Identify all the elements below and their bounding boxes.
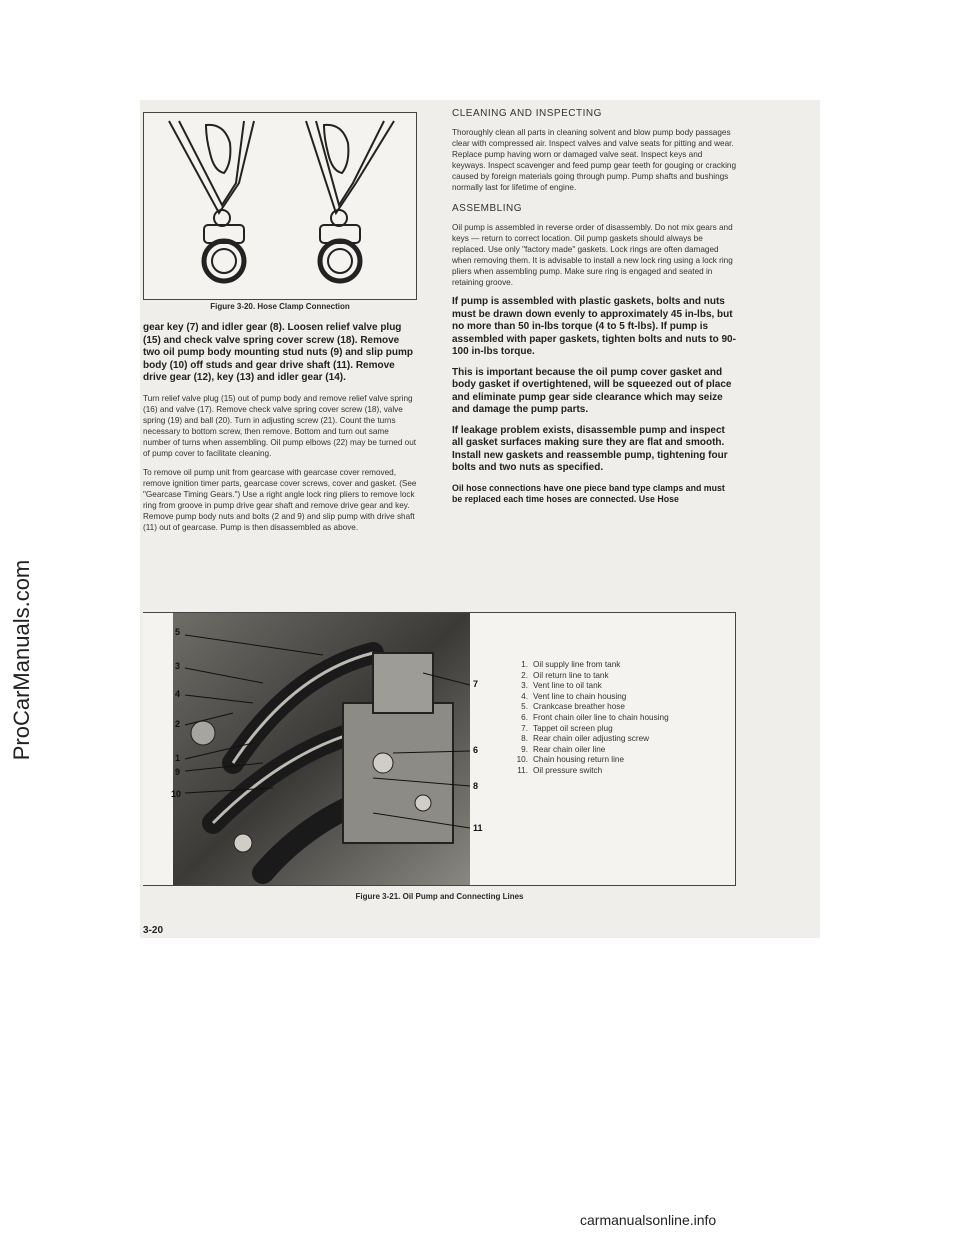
callout-7: 7 (473, 679, 479, 689)
figure-3-21-legend (512, 660, 717, 777)
legend-item: 2. Oil return line to tank (521, 670, 609, 680)
callout-3: 3 (175, 661, 181, 671)
callout-10: 10 (171, 789, 182, 799)
legend-item: 8. Rear chain oiler adjusting screw (521, 734, 650, 744)
callout-6: 6 (473, 745, 479, 755)
footer-watermark: carmanualsonline.info (580, 1212, 717, 1228)
legend-item: 6. Front chain oiler line to chain housing (521, 712, 669, 722)
right-bold-paragraph-2: This is important because the oil pump cover gasket and body gasket if overtightened, will be squeezed out of place and eliminate pump gear side clearance which may seize and damage the pump parts. (452, 366, 732, 415)
side-watermark (2, 470, 42, 850)
legend-item: 5. Crankcase breather hose (521, 702, 625, 712)
callout-8: 8 (473, 781, 479, 791)
left-column (143, 322, 417, 541)
right-bold-paragraph-3: If leakage problem exists, disassemble pump and inspect all gasket surfaces making sure they are flat and smooth. Install new gaskets and reassemble pump, tightening four bolts and two nuts as specified. (452, 424, 728, 473)
oil-pump-photo (173, 613, 470, 885)
callout-4: 4 (175, 689, 181, 699)
hose-clamp-drawing (144, 113, 416, 299)
left-paragraph-2: To remove oil pump unit from gearcase with gearcase cover removed, remove ignition timer parts, gearcase cover screws, cover and gasket. (See "Gearcase Timing Gears.") Use a right angle lock ring pliers to remove lock ring from groove in pump drive gear shaft and remove drive gear and key. Remove pump body nuts and bolts (2 and 9) and slip pump with drive shaft (11) out of gearcase. Pump is then disassembled as above. (143, 467, 417, 532)
legend-item: 3. Vent line to oil tank (521, 681, 602, 691)
callout-9: 9 (175, 767, 181, 777)
assembling-text: Oil pump is assembled in reverse order of disassembly. Do not mix gears and keys — return to correct location. Oil pump gaskets should always be replaced. Use only "factory made" gaskets. Lock rings are often damaged when removing them. It is advisable to install a new lock ring using a lock ring pliers when assembling pump. Make sure ring is engaged and seated in retaining groove. (452, 223, 733, 287)
figure-3-21-caption: Figure 3-21. Oil Pump and Connecting Lines (355, 892, 524, 901)
left-bold-paragraph: gear key (7) and idler gear (8). Loosen relief valve plug (15) and check valve spring cover screw (18). Remove two oil pump body mounting stud nuts (9) and slip pump body (10) off studs and gear drive shaft (11). Remove drive gear (12), key (13) and idler gear (14). (143, 322, 413, 383)
page-number: 3-20 (143, 925, 164, 936)
callout-2: 2 (175, 719, 181, 729)
legend-item: 4. Vent line to chain housing (521, 691, 627, 701)
figure-3-20-caption: Figure 3-20. Hose Clamp Connection (210, 302, 350, 311)
legend-item: 9. Rear chain oiler line (521, 744, 606, 754)
right-bold-paragraph-4: Oil hose connections have one piece band type clamps and must be replaced each time hoses are connected. Use Hose (452, 482, 725, 504)
legend-item: 10. Chain housing return line (516, 755, 625, 765)
heading-cleaning: CLEANING AND INSPECTING (452, 108, 602, 119)
cleaning-text: Thoroughly clean all parts in cleaning solvent and blow pump body passages clear with compressed air. Inspect valves and valve seats for pitting and wear. Replace pump having worn or damaged valve seat. Inspect keys and keyways. Inspect scavenger and feed pump gear teeth for gouging or cracking caused by foreign materials going through pump. Pump shafts and bushings normally last for lifetime of engine. (452, 128, 736, 192)
legend-item: 1. Oil supply line from tank (521, 660, 621, 669)
heading-assembling: ASSEMBLING (452, 203, 523, 214)
right-bold-paragraph-1: If pump is assembled with plastic gaskets, bolts and nuts must be drawn down evenly to approximately 45 in-lbs, but no more than 50 in-lbs torque (4 to 5 ft-lbs). If pump is assembled with paper gaskets, tighten bolts and nuts to 90-100 in-lbs torque. (452, 296, 736, 357)
callout-5: 5 (175, 627, 181, 637)
right-column (452, 108, 736, 514)
legend-item: 7. Tappet oil screen plug (521, 723, 613, 733)
callout-1: 1 (175, 753, 181, 763)
side-watermark-text: ProCarManuals.com (9, 559, 34, 761)
figure-3-20-illustration (143, 112, 417, 300)
callout-11: 11 (473, 823, 483, 833)
left-paragraph-1: Turn relief valve plug (15) out of pump body and remove relief valve spring (16) and valve (17). Remove check valve spring cover screw (18), valve spring (19) and ball (20). Turn in adjusting screw (21). Count the turns necessary to bottom screw, then remove. Bottom and turn out same number of turns when assembling. Oil pump elbows (22) may be turned out of pump cover to facilitate cleaning. (143, 393, 417, 458)
legend-item: 11. Oil pressure switch (517, 765, 603, 775)
